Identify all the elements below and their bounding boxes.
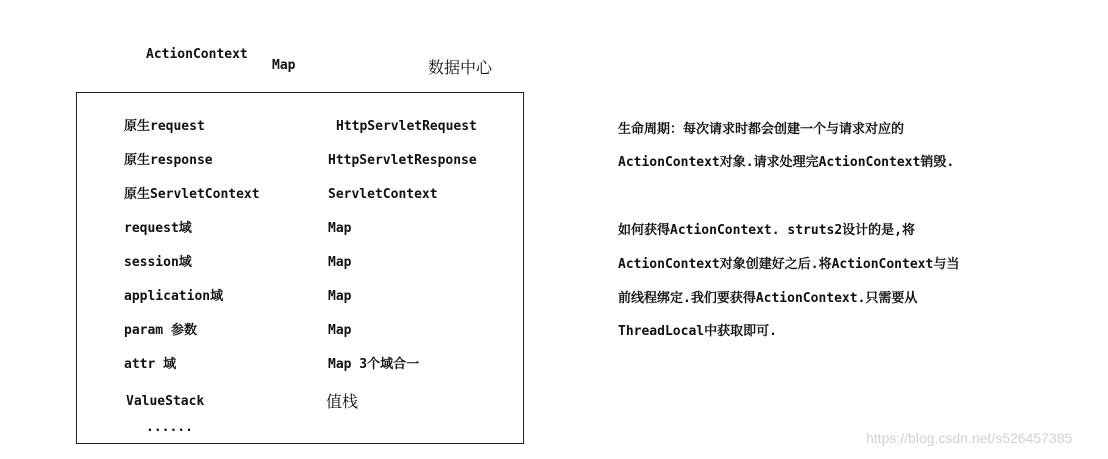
howto-line-3: 前线程绑定.我们要获得ActionContext.只需要从 — [618, 291, 918, 306]
data-center-label: 数据中心 — [428, 58, 493, 77]
row-key-attr-scope: attr 域 — [124, 357, 177, 372]
row-value-servlet-context: ServletContext — [328, 187, 438, 202]
row-key-session-scope: session域 — [124, 255, 192, 270]
row-value-session-map: Map — [328, 255, 352, 270]
row-key-param: param 参数 — [124, 323, 197, 338]
howto-line-2: ActionContext对象创建好之后.将ActionContext与当 — [618, 257, 960, 272]
action-context-label: ActionContext — [146, 47, 248, 62]
row-value-http-servlet-response: HttpServletResponse — [328, 153, 477, 168]
row-value-http-servlet-request: HttpServletRequest — [336, 119, 477, 134]
row-value-param-map: Map — [328, 323, 352, 338]
row-value-request-map: Map — [328, 221, 352, 236]
map-type-label: Map — [272, 58, 296, 73]
row-value-attr-map: Map 3个域合一 — [328, 357, 420, 372]
row-value-application-map: Map — [328, 289, 352, 304]
ellipsis-more: ...... — [146, 420, 193, 435]
watermark-url: https://blog.csdn.net/s526457385 — [866, 430, 1073, 446]
howto-line-4: ThreadLocal中获取即可. — [618, 324, 777, 339]
row-key-application-scope: application域 — [124, 289, 224, 304]
row-key-value-stack: ValueStack — [126, 394, 205, 409]
row-key-native-response: 原生response — [124, 153, 213, 168]
row-key-request-scope: request域 — [124, 221, 192, 236]
howto-line-1: 如何获得ActionContext. struts2设计的是,将 — [618, 223, 916, 238]
row-key-native-servlet-context: 原生ServletContext — [124, 187, 260, 202]
lifecycle-line-2: ActionContext对象.请求处理完ActionContext销毁. — [618, 155, 955, 170]
lifecycle-line-1: 生命周期：每次请求时都会创建一个与请求对应的 — [618, 122, 905, 137]
row-key-native-request: 原生request — [124, 119, 205, 134]
row-value-value-stack: 值栈 — [326, 392, 359, 411]
